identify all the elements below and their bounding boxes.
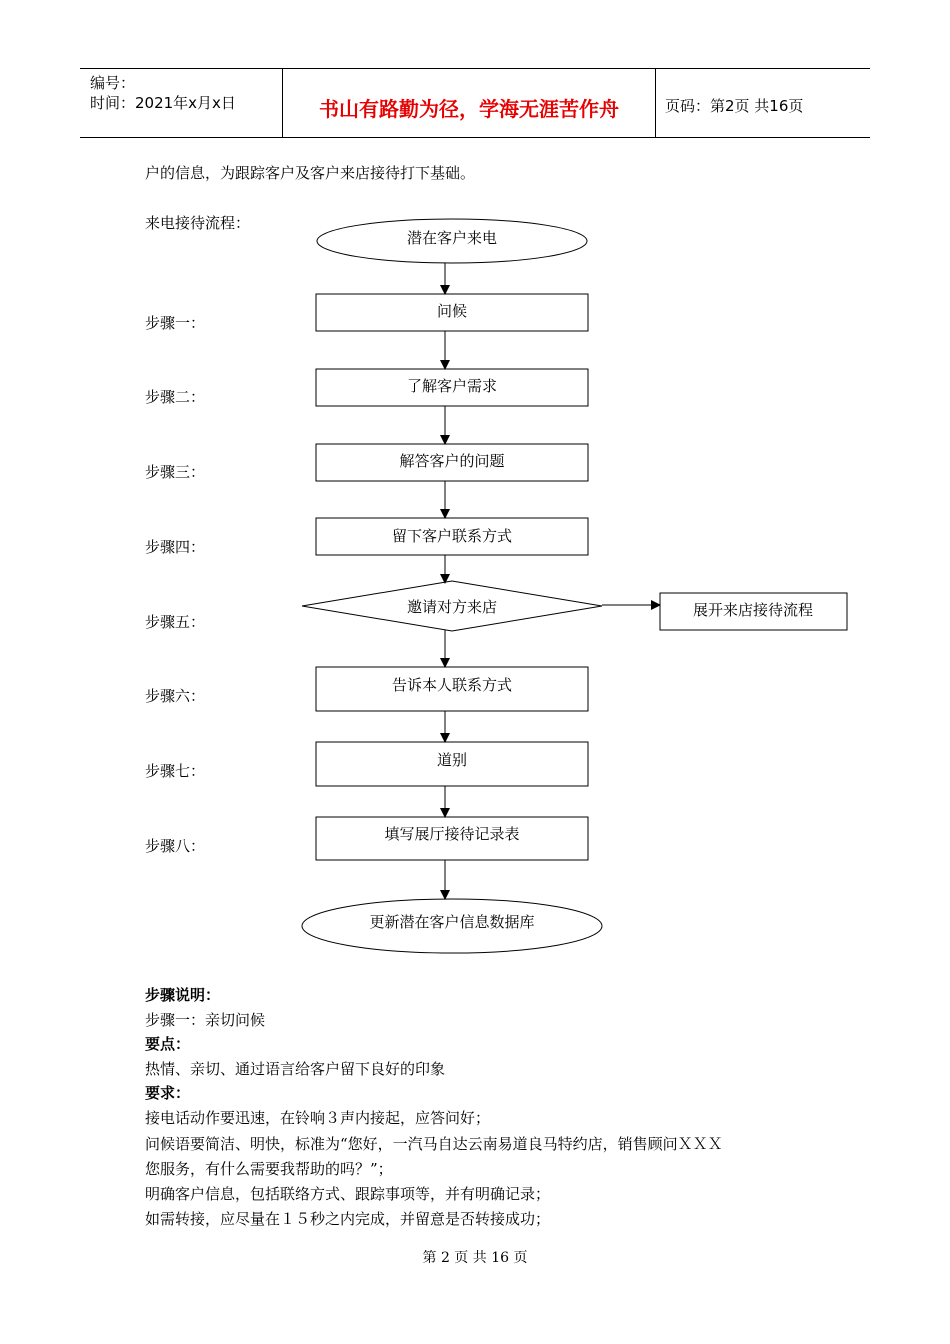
flow-box-label: 道别	[436, 751, 468, 769]
requirement-line: 接电话动作要迅速，在铃响３声内接起，应答问好；	[145, 1109, 491, 1127]
requirement-line: 问候语要简洁、明快，标准为“您好，一汽马自达云南易道良马特约店，销售顾问ＸＸＸ	[145, 1135, 723, 1153]
step-label: 步骤七：	[145, 762, 206, 780]
step-label: 步骤三：	[145, 463, 206, 481]
header-page-number: 页码：第2页 共16页	[665, 97, 804, 115]
flow-start-label: 潜在客户来电	[406, 229, 498, 247]
flow-end-label: 更新潜在客户信息数据库	[369, 913, 535, 931]
step-label: 步骤一：	[145, 314, 206, 332]
requirement-line: 如需转接，应尽量在１５秒之内完成，并留意是否转接成功；	[145, 1210, 551, 1228]
step-label: 步骤六：	[145, 687, 206, 705]
flow-box-label: 解答客户的问题	[399, 452, 505, 470]
flow-box-label: 问候	[436, 302, 468, 320]
flow-title: 来电接待流程：	[145, 214, 251, 232]
explain-step1: 步骤一：亲切问候	[145, 1011, 266, 1029]
requirement-line: 您服务，有什么需要我帮助的吗？”；	[145, 1160, 393, 1178]
page-footer: 第 2 页 共 16 页	[422, 1250, 528, 1266]
requirements-heading: 要求：	[145, 1084, 191, 1102]
flow-box-label: 了解客户需求	[406, 377, 498, 395]
key-text: 热情、亲切、通过语言给客户留下良好的印象	[145, 1060, 446, 1078]
step-label: 步骤二：	[145, 388, 206, 406]
step-label: 步骤八：	[145, 837, 206, 855]
flow-decision-label: 邀请对方来店	[406, 598, 498, 616]
explain-heading: 步骤说明：	[145, 986, 221, 1004]
step-label: 步骤四：	[145, 538, 206, 556]
step-label: 步骤五：	[145, 613, 206, 631]
document-number: 编号：	[90, 74, 136, 92]
key-heading: 要点：	[145, 1035, 191, 1053]
header-motto: 书山有路勤为径，学海无涯苦作舟	[319, 97, 619, 121]
flow-box-label: 填写展厅接待记录表	[384, 825, 520, 843]
intro-line: 户的信息，为跟踪客户及客户来店接待打下基础。	[145, 164, 476, 182]
document-date: 时间：2021年x月x日	[90, 94, 236, 112]
requirement-line: 明确客户信息，包括联络方式、跟踪事项等，并有明确记录；	[145, 1185, 551, 1203]
flow-box-label: 告诉本人联系方式	[391, 676, 513, 694]
flow-side-label: 展开来店接待流程	[692, 601, 814, 619]
flow-box-label: 留下客户联系方式	[391, 527, 513, 545]
